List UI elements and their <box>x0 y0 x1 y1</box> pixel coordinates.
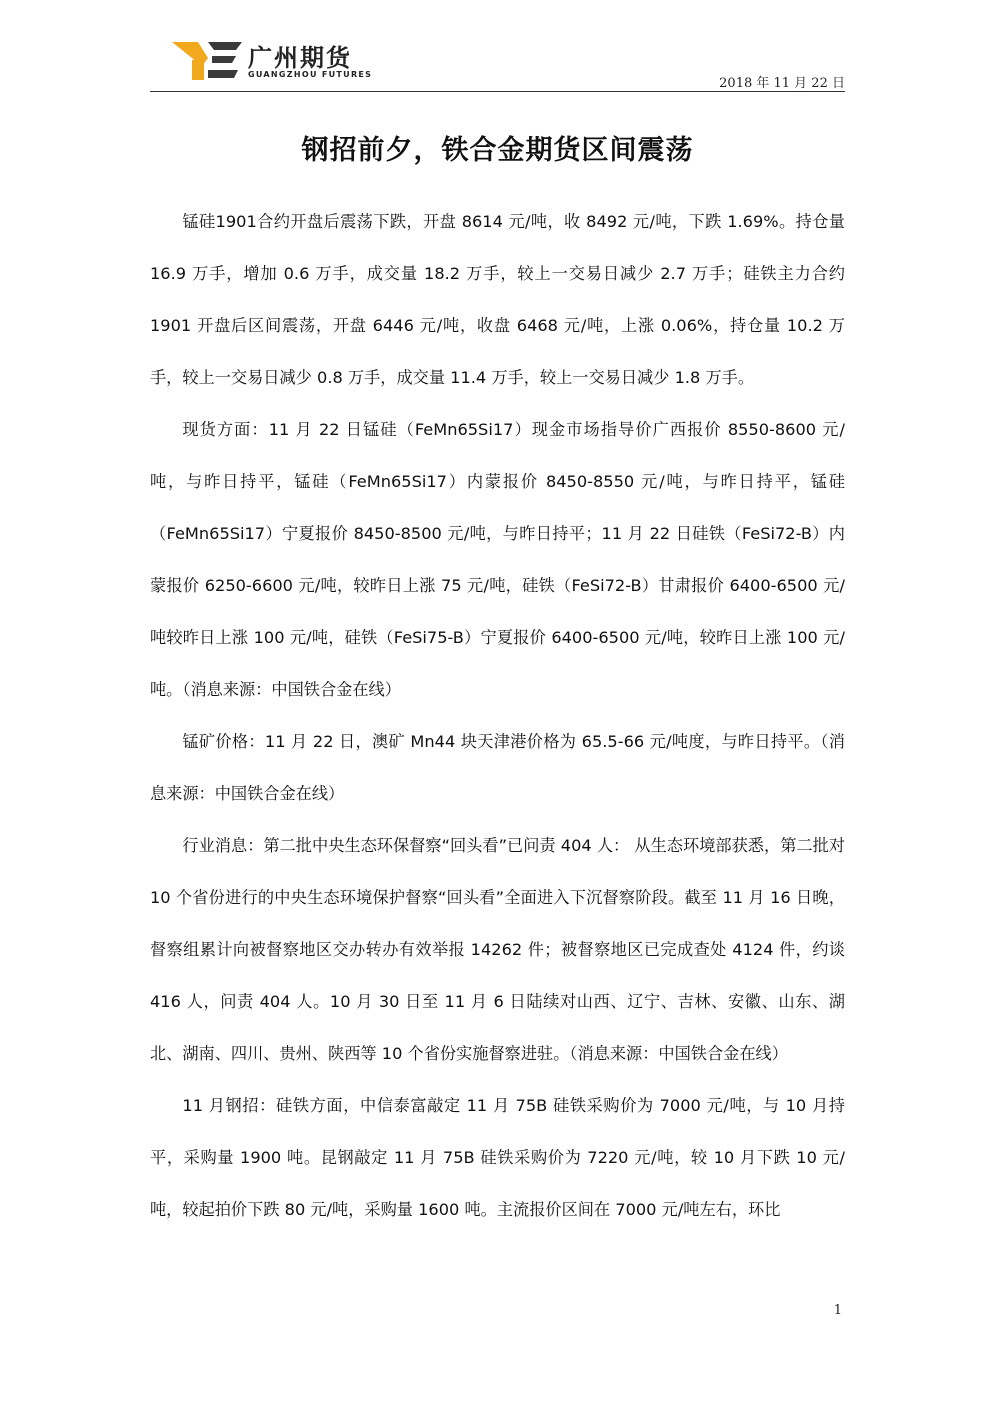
brand-name-en: GUANGZHOU FUTURES <box>248 70 373 79</box>
page-header <box>150 32 845 94</box>
paragraph-spot-prices: 现货方面：11 月 22 日锰硅（FeMn65Si17）现金市场指导价广西报价 8550-8600 元/吨，与昨日持平，锰硅（FeMn65Si17）内蒙报价 8450-8550 元/吨，与昨日持平，锰硅（FeMn65Si17）宁夏报价 8450-8500 元/吨，与昨日持平；11 月 22 日硅铁（FeSi72-B）内蒙报价 6250-6600 元/吨，较昨日上涨 75 元/吨，硅铁（FeSi72-B）甘肃报价 6400-6500 元/吨较昨日上涨 100 元/吨，硅铁（FeSi75-B）宁夏报价 6400-6500 元/吨，较昨日上涨 100 元/吨。（消息来源：中国铁合金在线） <box>150 420 845 699</box>
document-body <box>150 196 845 1236</box>
paragraph-industry-news: 行业消息：第二批中央生态环保督察“回头看”已问责 404 人： 从生态环境部获悉，第二批对 10 个省份进行的中央生态环境保护督察“回头看”全面进入下沉督察阶段。截至 11 月 16 日晚，督察组累计向被督察地区交办转办有效举报 14262 件；被督察地区已完成查处 4124 件，约谈 416 人，问责 404 人。10 月 30 日至 11 月 6 日陆续对山西、辽宁、吉林、安徽、山东、湖北、湖南、四川、贵州、陕西等 10 个省份实施督察进驻。（消息来源：中国铁合金在线） <box>150 836 845 1063</box>
report-date: 2018 年 11 月 22 日 <box>719 76 845 91</box>
paragraph-manganese-ore: 锰矿价格：11 月 22 日，澳矿 Mn44 块天津港价格为 65.5-66 元/吨度，与昨日持平。（消息来源：中国铁合金在线） <box>150 732 845 803</box>
paragraph-futures-summary: 锰硅1901合约开盘后震荡下跌，开盘 8614 元/吨，收 8492 元/吨，下跌 1.69%。持仓量 16.9 万手，增加 0.6 万手，成交量 18.2 万手，较上一交易日减少 2.7 万手；硅铁主力合约 1901 开盘后区间震荡，开盘 6446 元/吨，收盘 6468 元/吨，上涨 0.06%，持仓量 10.2 万手，较上一交易日减少 0.8 万手，成交量 11.4 万手，较上一交易日减少 1.8 万手。 <box>150 212 845 387</box>
brand-name-cn: 广州期货 <box>248 44 352 72</box>
header-divider <box>150 91 845 92</box>
document-title: 钢招前夕，铁合金期货区间震荡 <box>301 135 694 166</box>
paragraph-steel-tender: 11 月钢招：硅铁方面，中信泰富敲定 11 月 75B 硅铁采购价为 7000 元/吨，与 10 月持平，采购量 1900 吨。昆钢敲定 11 月 75B 硅铁采购价为 7220 元/吨，较 10 月下跌 10 元/吨，较起拍价下跌 80 元/吨，采购量 1600 吨。主流报价区间在 7000 元/吨左右，环比 <box>150 1096 845 1219</box>
page-number: 1 <box>833 1303 842 1318</box>
guangzhou-futures-logo-icon <box>172 36 242 82</box>
